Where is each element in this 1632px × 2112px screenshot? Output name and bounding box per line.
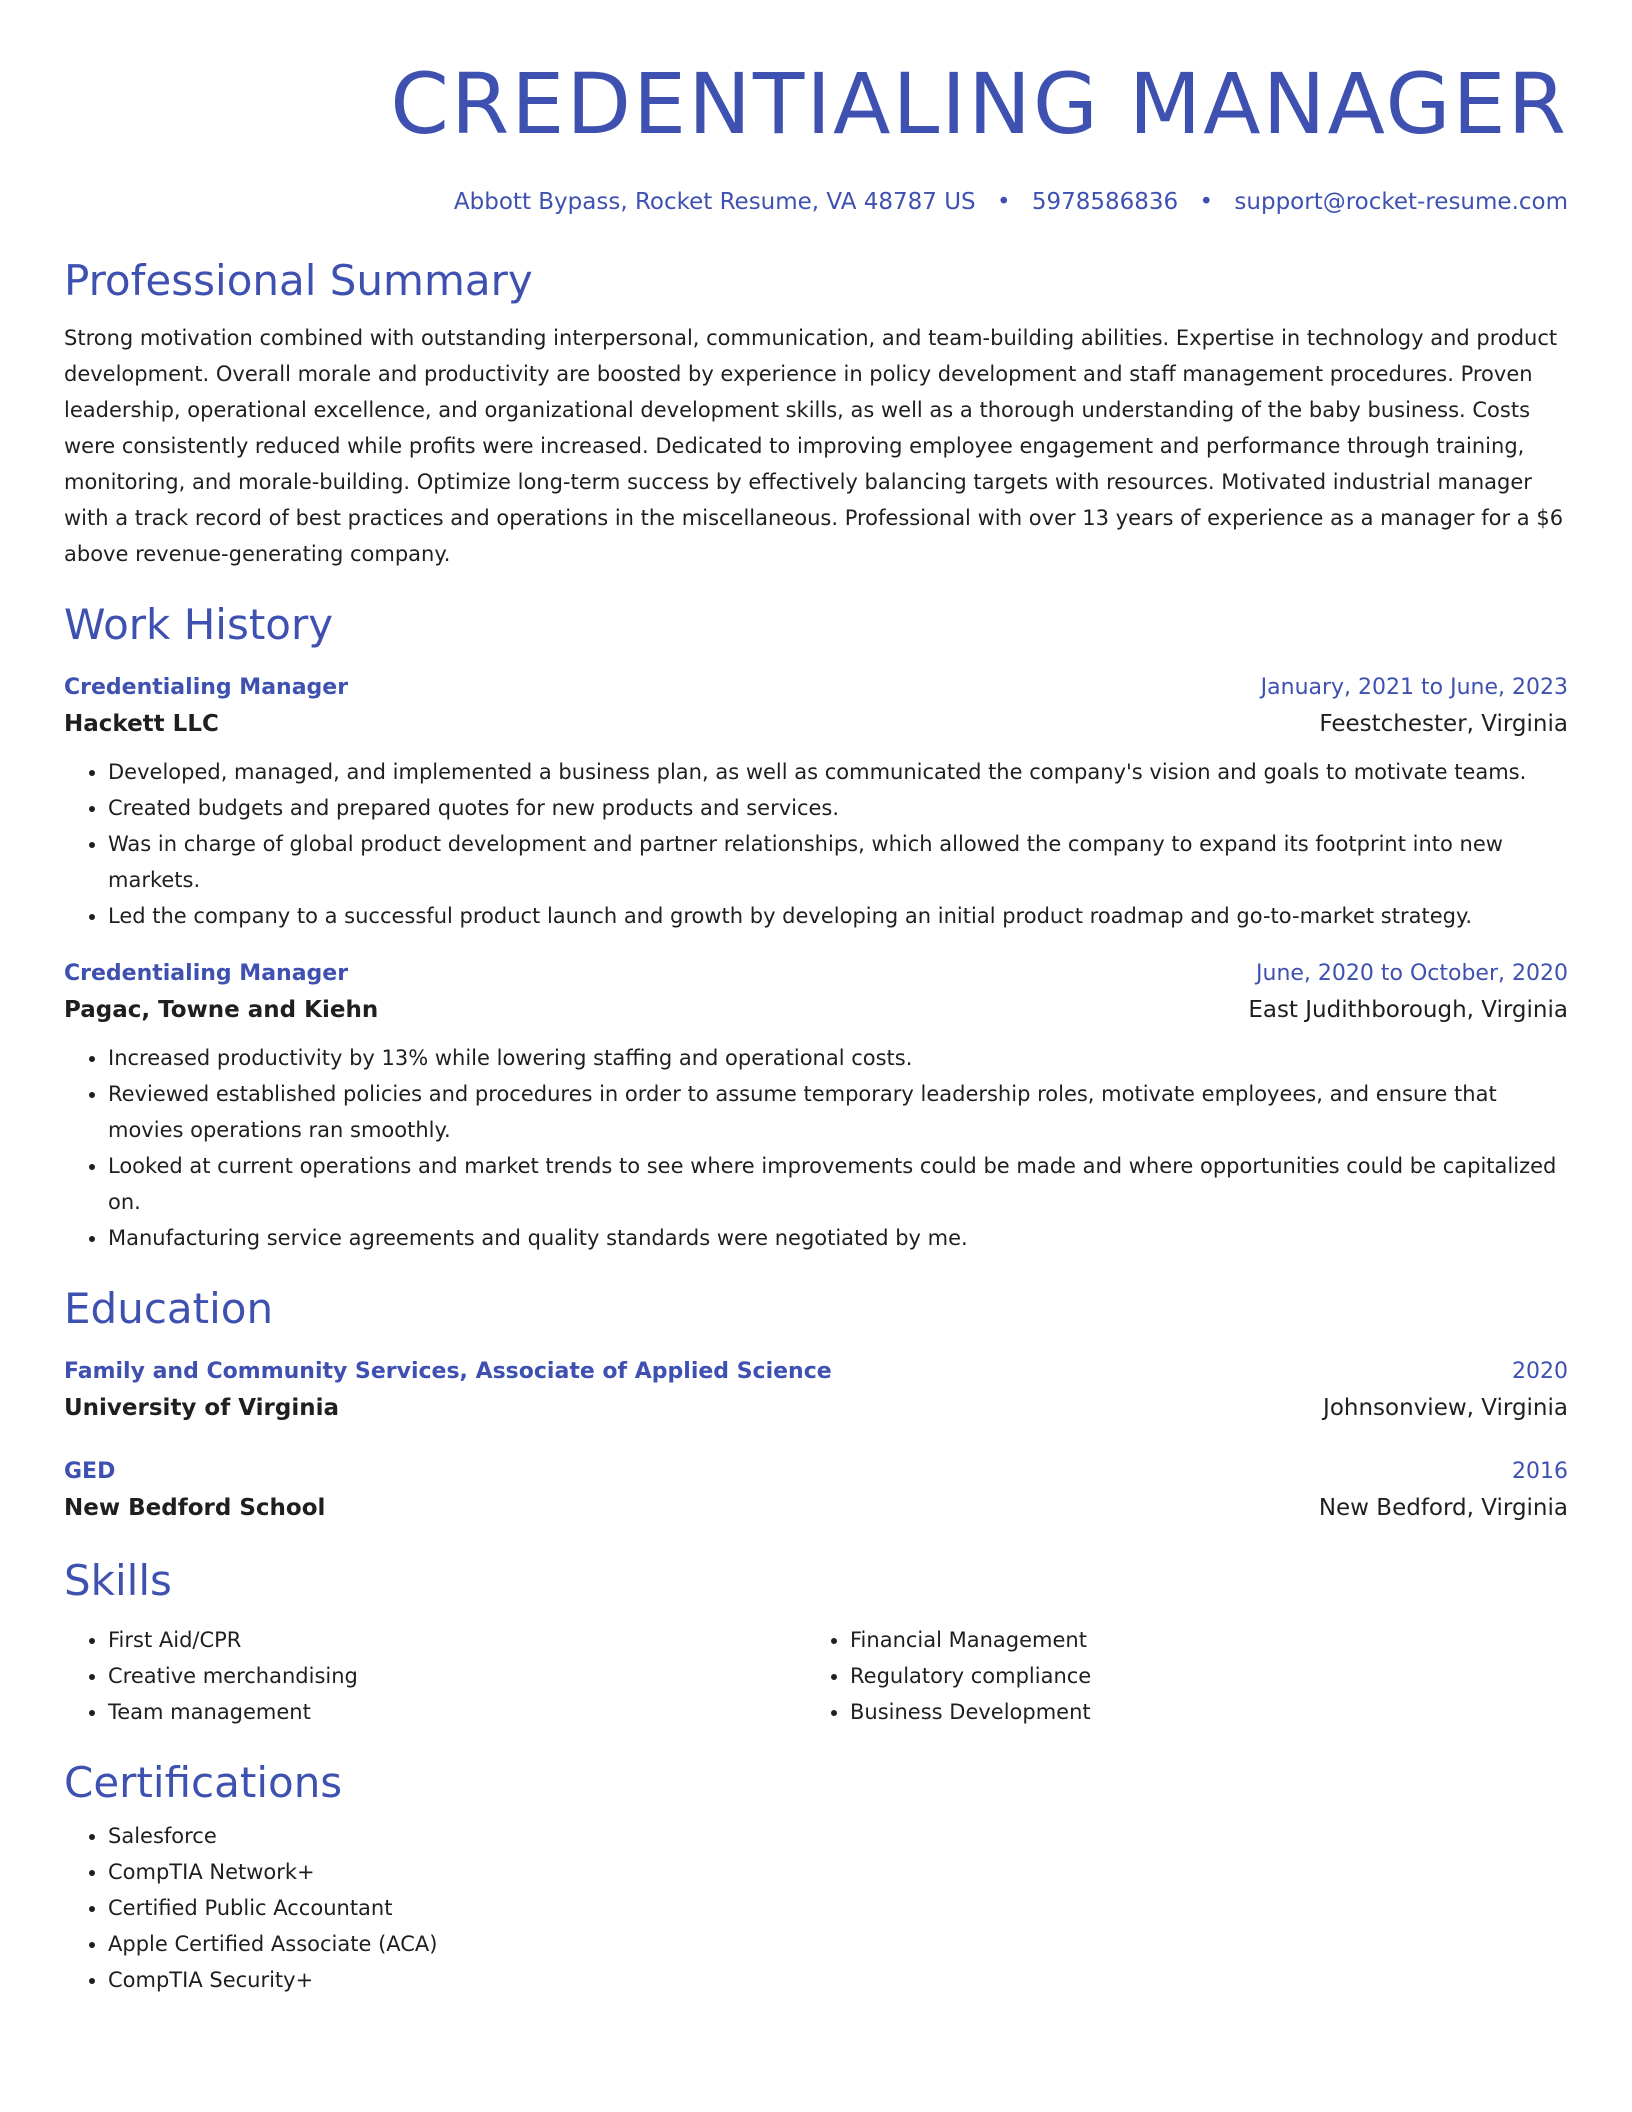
certification-item: • CompTIA Security+ xyxy=(108,1962,1568,1998)
work-history-heading: Work History xyxy=(64,600,334,649)
certifications-list xyxy=(64,1818,1568,1998)
education-year: 2020 xyxy=(1512,1359,1568,1384)
job-bullet: • Created budgets and prepared quotes for new products and services. xyxy=(108,790,1568,826)
job-location: East Judithborough, Virginia xyxy=(1248,997,1568,1023)
skills-right-column xyxy=(806,1622,1548,1730)
summary-text: Strong motivation combined with outstanding interpersonal, communication, and team-building abilities. Expertise in technology and product development. Overall morale and productivity are boosted by experience in policy development and staff management procedures. Proven leadership, operational excellence, and organizational development skills, as well as a thorough understanding of the baby business. Costs were consistently reduced while profits were increased. Dedicated to improving employee engagement and performance through training, monitoring, and morale-building. Optimize long-term success by effectively balancing targets with resources. Motivated industrial manager with a track record of best practices and operations in the miscellaneous. Professional with over 13 years of experience as a manager for a $6 above revenue-generating company. xyxy=(64,326,1564,566)
education-school: University of Virginia xyxy=(64,1395,340,1421)
education-school: New Bedford School xyxy=(64,1495,326,1521)
job-role: Credentialing Manager xyxy=(64,675,349,700)
job-bullet: • Led the company to a successful product launch and growth by developing an initial product roadmap and go-to-market strategy. xyxy=(108,898,1568,934)
skill-item: • Financial Management xyxy=(850,1622,1548,1658)
education-degree: GED xyxy=(64,1459,116,1484)
skill-item: • Business Development xyxy=(850,1694,1548,1730)
contact-address: Abbott Bypass, Rocket Resume, VA 48787 US xyxy=(453,189,976,215)
resume-name: CREDENTIALING MANAGER xyxy=(390,55,1568,153)
job-entry xyxy=(64,672,1568,934)
certification-item: • Apple Certified Associate (ACA) xyxy=(108,1926,1568,1962)
education-heading: Education xyxy=(64,1284,274,1333)
job-dates: June, 2020 to October, 2020 xyxy=(1256,961,1568,986)
skill-item: • Team management xyxy=(108,1694,806,1730)
skills-left-column xyxy=(64,1622,806,1730)
skills-heading: Skills xyxy=(64,1556,172,1605)
education-year: 2016 xyxy=(1512,1459,1568,1484)
skills-grid xyxy=(64,1622,1568,1730)
certifications-heading: Certifications xyxy=(64,1758,343,1807)
certification-item: • Salesforce xyxy=(108,1818,1568,1854)
education-entry xyxy=(64,1456,1568,1528)
job-bullet: • Was in charge of global product development and partner relationships, which allowed the company to expand its footprint into new markets. xyxy=(108,826,1568,898)
job-dates: January, 2021 to June, 2023 xyxy=(1260,675,1568,700)
job-bullet: • Developed, managed, and implemented a business plan, as well as communicated the company's vision and goals to motivate teams. xyxy=(108,754,1568,790)
job-company: Pagac, Towne and Kiehn xyxy=(64,997,379,1023)
contact-line xyxy=(64,188,1568,216)
skill-item: • Creative merchandising xyxy=(108,1658,806,1694)
job-bullet: • Looked at current operations and market trends to see where improvements could be made and where opportunities could be capitalized on. xyxy=(108,1148,1568,1220)
skill-item: • First Aid/CPR xyxy=(108,1622,806,1658)
certification-item: • CompTIA Network+ xyxy=(108,1854,1568,1890)
contact-separator: • xyxy=(996,189,1011,215)
job-role: Credentialing Manager xyxy=(64,961,349,986)
job-company: Hackett LLC xyxy=(64,711,219,737)
skill-item: • Regulatory compliance xyxy=(850,1658,1548,1694)
job-bullets xyxy=(64,754,1568,934)
contact-phone: 5978586836 xyxy=(1031,189,1179,215)
summary-heading: Professional Summary xyxy=(64,256,533,305)
job-bullets xyxy=(64,1040,1568,1256)
resume-header xyxy=(64,56,1568,216)
job-entry xyxy=(64,958,1568,1256)
job-bullet: • Manufacturing service agreements and quality standards were negotiated by me. xyxy=(108,1220,1568,1256)
job-bullet: • Reviewed established policies and procedures in order to assume temporary leadership roles, motivate employees, and ensure that movies operations ran smoothly. xyxy=(108,1076,1568,1148)
education-location: New Bedford, Virginia xyxy=(1318,1495,1568,1521)
job-bullet: • Increased productivity by 13% while lowering staffing and operational costs. xyxy=(108,1040,1568,1076)
certification-item: • Certified Public Accountant xyxy=(108,1890,1568,1926)
education-entry xyxy=(64,1356,1568,1428)
education-degree: Family and Community Services, Associate of Applied Science xyxy=(64,1359,832,1384)
contact-email: support@rocket-resume.com xyxy=(1234,189,1568,215)
job-location: Feestchester, Virginia xyxy=(1319,711,1568,737)
contact-separator: • xyxy=(1199,189,1214,215)
education-location: Johnsonview, Virginia xyxy=(1323,1395,1568,1421)
